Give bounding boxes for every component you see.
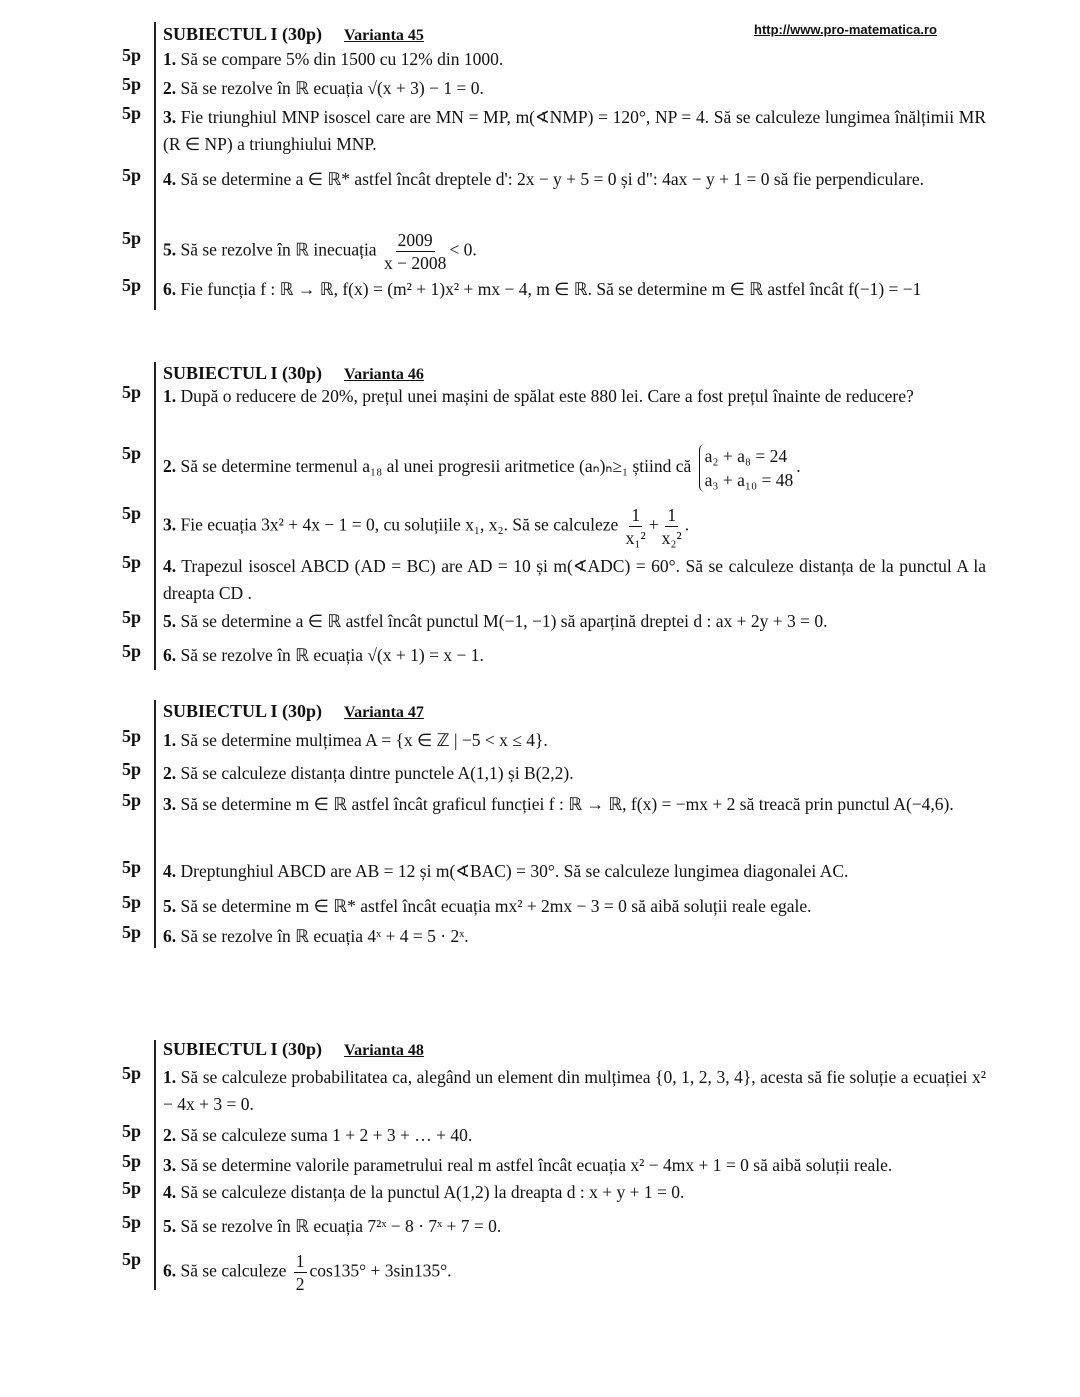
section-divider-line	[154, 22, 156, 310]
problem-number: 1.	[163, 49, 177, 69]
points-label: 5p	[122, 1063, 142, 1083]
points-label: 5p	[122, 228, 142, 248]
points-label: 5p	[122, 1121, 142, 1141]
section-header	[163, 701, 424, 722]
problem-item	[163, 444, 986, 492]
problem-text: Să se determine valorile parametrului real m astfel încât ecuația x² − 4mx + 1 = 0 să aibă soluții reale.	[176, 1155, 893, 1175]
problem-text: Să se determine termenul a₁₈ al unei progresii aritmetice (aₙ)ₙ≥₁ știind că	[176, 456, 696, 477]
problem-item	[163, 229, 986, 274]
problem-number: 2.	[163, 78, 177, 98]
problem-text: Să se rezolve în ℝ ecuația 7²ˣ − 8 · 7ˣ + 7 = 0.	[176, 1216, 502, 1236]
points-label: 5p	[122, 922, 142, 942]
problem-number: 1.	[163, 1067, 177, 1087]
problem-text: Să se determine a ∈ ℝ astfel încât punctul M(−1, −1) să aparțină dreptei d : ax + 2y + 3 = 0.	[176, 611, 828, 631]
problem-text: Dreptunghiul ABCD are AB = 12 și m(∢BAC) = 30°. Să se calculeze lungimea diagonalei AC.	[176, 861, 849, 881]
problem-number: 6.	[163, 279, 177, 299]
problem-number: 2.	[163, 456, 177, 477]
problem-text: Fie funcția f : ℝ → ℝ, f(x) = (m² + 1)x² + mx − 4, m ∈ ℝ. Să se determine m ∈ ℝ astfel încât f(−1) = −1	[176, 279, 922, 299]
problem-text: .	[796, 456, 801, 477]
system-equation: a₂ + a₈ = 24	[704, 446, 788, 466]
fraction	[662, 504, 682, 549]
problem-text: cos135° + 3sin135°.	[309, 1260, 452, 1281]
fraction-numerator: 2009	[397, 230, 433, 250]
problem-text: < 0.	[449, 239, 477, 260]
problem-item	[163, 504, 986, 549]
points-label: 5p	[122, 1178, 142, 1198]
problem-number: 5.	[163, 896, 177, 916]
problem-text: Să se compare 5% din 1500 cu 12% din 1000.	[176, 49, 504, 69]
system-equation: a₃ + a₁₀ = 48	[704, 470, 794, 490]
problem-text: +	[648, 514, 659, 535]
points-label: 5p	[122, 790, 142, 810]
problem-text: Să se calculeze	[176, 1260, 291, 1281]
problem-text: După o reducere de 20%, prețul unei mașini de spălat este 880 lei. Care a fost prețul înainte de reducere?	[176, 386, 914, 406]
problem-text: .	[684, 514, 690, 535]
points-label: 5p	[122, 1249, 142, 1269]
section-title: SUBIECTUL I (30p)	[163, 1039, 323, 1059]
problem-number: 1.	[163, 386, 177, 406]
points-label: 5p	[122, 275, 142, 295]
problem-number: 5.	[163, 239, 177, 260]
problem-number: 6.	[163, 1260, 177, 1281]
points-label: 5p	[122, 1151, 142, 1171]
problem-number: 1.	[163, 730, 177, 750]
fraction	[384, 229, 446, 274]
problem-number: 3.	[163, 514, 177, 535]
problem-item	[163, 104, 986, 158]
section-title: SUBIECTUL I (30p)	[163, 363, 323, 383]
fraction-denominator: 2	[295, 1274, 305, 1294]
problem-item	[163, 893, 986, 920]
problem-item	[163, 1122, 986, 1149]
problem-item	[163, 553, 986, 607]
problem-number: 5.	[163, 1216, 177, 1236]
variant-label: Varianta 45	[344, 27, 424, 44]
section-header	[163, 1039, 424, 1060]
points-label: 5p	[122, 103, 142, 123]
problem-item	[163, 276, 986, 303]
problem-number: 3.	[163, 107, 177, 127]
problem-item	[163, 383, 986, 410]
points-label: 5p	[122, 1212, 142, 1232]
problem-number: 5.	[163, 611, 177, 631]
variant-label: Varianta 46	[344, 366, 424, 383]
fraction-denominator: x − 2008	[383, 253, 447, 273]
problem-number: 6.	[163, 645, 177, 665]
problem-text: Fie ecuația 3x² + 4x − 1 = 0, cu soluțiile x₁, x₂. Să se calculeze	[176, 514, 623, 535]
problem-number: 4.	[163, 1182, 177, 1202]
section-divider-line	[154, 1040, 156, 1290]
fraction-denominator: x₁²	[625, 528, 646, 548]
site-url-link[interactable]: http://www.pro-matematica.ro	[754, 22, 937, 37]
problem-text: Să se determine m ∈ ℝ astfel încât graficul funcției f : ℝ → ℝ, f(x) = −mx + 2 să treacă prin punctul A(−4,6).	[176, 794, 954, 814]
problem-number: 2.	[163, 1125, 177, 1145]
problem-text: Să se calculeze probabilitatea ca, alegând un element din mulțimea {0, 1, 2, 3, 4}, acesta să fie soluție a ecuației x² − 4x + 3 = 0.	[163, 1067, 986, 1114]
section-divider-line	[154, 700, 156, 948]
equation-system	[699, 444, 794, 492]
problem-text: Să se determine m ∈ ℝ* astfel încât ecuația mx² + 2mx − 3 = 0 să aibă soluții reale egale.	[176, 896, 812, 916]
points-label: 5p	[122, 726, 142, 746]
problem-item	[163, 642, 986, 669]
fraction-numerator: 1	[295, 1251, 305, 1271]
problem-number: 6.	[163, 926, 177, 946]
problem-item	[163, 75, 986, 102]
problem-text: Să se determine mulțimea A = {x ∈ ℤ | −5 < x ≤ 4}.	[176, 730, 548, 750]
points-label: 5p	[122, 74, 142, 94]
problem-text: Să se rezolve în ℝ ecuația 4ˣ + 4 = 5 · 2ˣ.	[176, 926, 469, 946]
fraction-numerator: 1	[667, 505, 677, 525]
points-label: 5p	[122, 607, 142, 627]
problem-text: Să se determine a ∈ ℝ* astfel încât dreptele d': 2x − y + 5 = 0 și d": 4ax − y + 1 = 0 să fie perpendiculare.	[176, 169, 924, 189]
problem-text: Să se rezolve în ℝ ecuația √(x + 1) = x − 1.	[176, 645, 484, 665]
problem-item	[163, 791, 986, 818]
problem-text: Să se rezolve în ℝ ecuația √(x + 3) − 1 = 0.	[176, 78, 484, 98]
problem-number: 4.	[163, 556, 177, 576]
fraction	[626, 504, 646, 549]
section-title: SUBIECTUL I (30p)	[163, 24, 323, 44]
points-label: 5p	[122, 641, 142, 661]
problem-text: Trapezul isoscel ABCD (AD = BC) are AD = 10 și m(∢ADC) = 60°. Să se calculeze distanța de la punctul A la dreapta CD .	[163, 556, 986, 603]
variant-label: Varianta 48	[344, 1042, 424, 1059]
points-label: 5p	[122, 759, 142, 779]
problem-text: Să se calculeze suma 1 + 2 + 3 + … + 40.	[176, 1125, 473, 1145]
problem-text: Să se calculeze distanța de la punctul A(1,2) la dreapta d : x + y + 1 = 0.	[176, 1182, 685, 1202]
points-label: 5p	[122, 552, 142, 572]
problem-item	[163, 46, 986, 73]
problem-item	[163, 608, 986, 635]
problem-item	[163, 1213, 986, 1240]
fraction	[294, 1250, 307, 1295]
problem-number: 2.	[163, 763, 177, 783]
problem-item	[163, 727, 986, 754]
section-header	[163, 24, 424, 45]
problem-item	[163, 1064, 986, 1118]
variant-label: Varianta 47	[344, 704, 424, 721]
problem-item	[163, 858, 986, 885]
problem-item	[163, 760, 986, 787]
problem-number: 3.	[163, 794, 177, 814]
problem-item	[163, 923, 986, 950]
section-title: SUBIECTUL I (30p)	[163, 701, 323, 721]
problem-number: 4.	[163, 861, 177, 881]
problem-text: Fie triunghiul MNP isoscel care are MN = MP, m(∢NMP) = 120°, NP = 4. Să se calculeze lungimea înălțimii MR (R ∈ NP) a triunghiului MNP.	[163, 107, 986, 154]
points-label: 5p	[122, 857, 142, 877]
problem-item	[163, 166, 986, 193]
points-label: 5p	[122, 892, 142, 912]
points-label: 5p	[122, 382, 142, 402]
fraction-numerator: 1	[631, 505, 641, 525]
section-header	[163, 363, 424, 384]
problem-text: Să se calculeze distanța dintre punctele A(1,1) și B(2,2).	[176, 763, 574, 783]
problem-item	[163, 1250, 986, 1295]
problem-item	[163, 1179, 986, 1206]
problem-item	[163, 1152, 986, 1179]
section-divider-line	[154, 362, 156, 670]
fraction-denominator: x₂²	[661, 528, 682, 548]
problem-number: 4.	[163, 169, 177, 189]
points-label: 5p	[122, 165, 142, 185]
problem-number: 3.	[163, 1155, 177, 1175]
points-label: 5p	[122, 503, 142, 523]
points-label: 5p	[122, 443, 142, 463]
problem-text: Să se rezolve în ℝ inecuația	[176, 239, 381, 260]
points-label: 5p	[122, 45, 142, 65]
